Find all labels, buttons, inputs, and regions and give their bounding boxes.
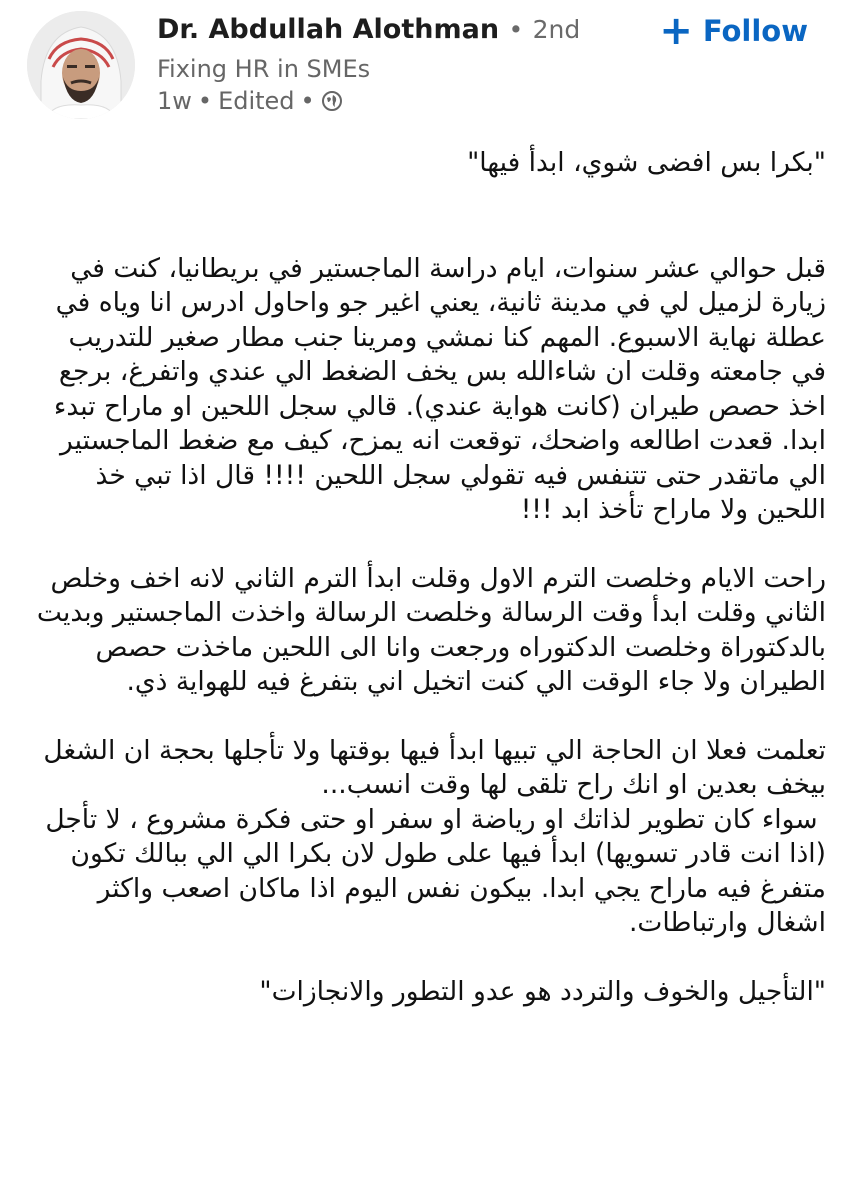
plus-icon: + (659, 8, 693, 54)
post-paragraph-quote-open: "بكرا بس افضى شوي، ابدأ فيها" (467, 147, 826, 178)
post-paragraph-lesson: تعلمت فعلا ان الحاجة الي تبيها ابدأ فيها بوقتها ولا تأجلها بحجة ان الشغل بيخف بعدين او انك راح تلقى لها وقت انسب... سواء كان تطوير لذاتك او رياضة او سفر او حتى فكرة مشروع ، لا تأجل (اذا انت قادر تسويها) ابدأ فيها على طول لان بكرا الي الي ببالك تكون متفرغ فيه ماراح يجي ابدا. بيكون نفس اليوم اذا ماكان اصعب واكثر اشغال وارتباطات. (43, 734, 826, 938)
author-headline: Fixing HR in SMEs (157, 55, 371, 83)
post-time: 1w (157, 87, 192, 115)
author-name[interactable]: Dr. Abdullah Alothman (157, 14, 500, 45)
author-name-line[interactable] (157, 14, 580, 45)
follow-label: Follow (702, 14, 808, 48)
globe-icon (321, 90, 343, 112)
edited-label: Edited (218, 87, 295, 115)
name-separator: • (508, 15, 524, 44)
connection-degree: 2nd (532, 15, 581, 44)
post-header (0, 0, 854, 130)
post-spacer (28, 181, 826, 252)
follow-button[interactable] (659, 8, 808, 54)
meta-separator-1: • (197, 87, 213, 115)
meta-separator-2: • (300, 87, 315, 115)
avatar-image (27, 11, 135, 119)
post-paragraph-quote-close: "التأجيل والخوف والتردد هو عدو التطور والانجازات" (259, 975, 826, 1007)
post-paragraph-story: قبل حوالي عشر سنوات، ايام دراسة الماجستير في بريطانيا، كنت في زيارة لزميل لي في مدينة ثانية، يعني اغير جو واحاول ادرس انا وياه في عطلة نهاية الاسبوع. المهم كنا نمشي ومرينا جنب مطار صغير للتدريب في جامعته وقلت ان شاءالله بس يخف الضغط الي عندي واتفرغ، برجع اخذ حصص طيران (كانت هواية عندي). قالي سجل اللحين او ماراح تبدء ابدا. قعدت اطالعه واضحك، توقعت انه يمزح، كيف مع ضغط الماجستير الي ماتقدر حتى تتنفس فيه تقولي سجل اللحين !!!! قال اذا تبي خذ اللحين ولا ماراح تأخذ ابد !!! (45, 252, 826, 525)
post-body (28, 146, 826, 1009)
post-meta (157, 87, 343, 115)
post-paragraph-time-passed: راحت الايام وخلصت الترم الاول وقلت ابدأ الترم الثاني لانه اخف وخلص الثاني وقلت ابدأ وقت الرسالة وخلصت الرسالة واخذت الماجستير وبديت بالدكتوراة وخلصت الدكتوراه ورجعت وانا الى اللحين ماخذت حصص الطيران ولا جاء الوقت الي كنت اتخيل اني بتفرغ فيه للهواية ذي. (28, 562, 826, 697)
author-avatar[interactable] (27, 11, 135, 119)
